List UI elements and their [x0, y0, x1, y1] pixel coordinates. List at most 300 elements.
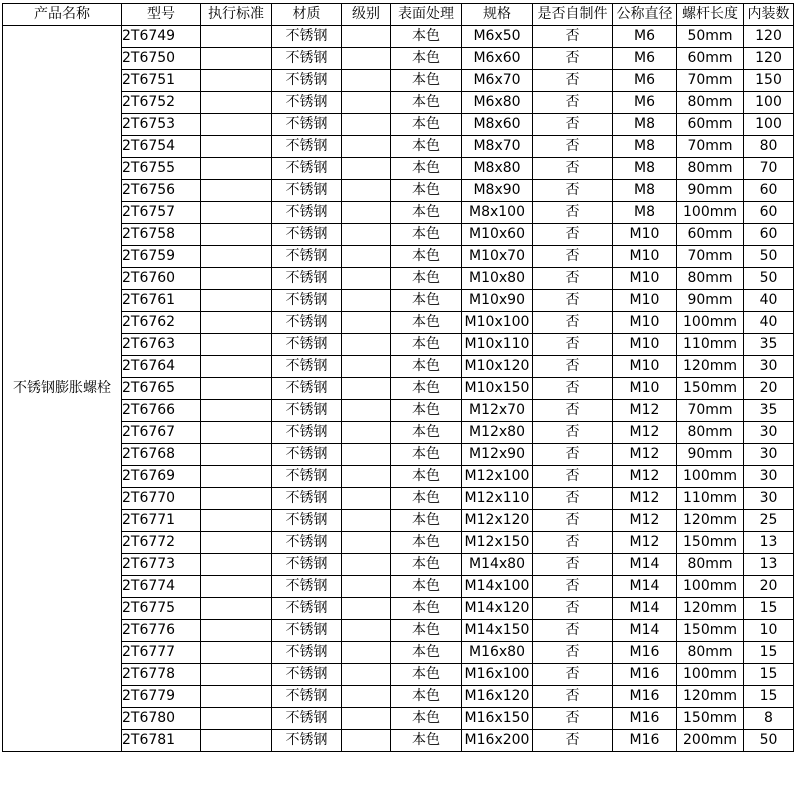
table-row: [3, 642, 794, 664]
cell-diameter: M10: [613, 378, 677, 400]
cell-length: 100mm: [677, 466, 744, 488]
cell-standard: [201, 510, 272, 532]
cell-surface: 本色: [391, 510, 462, 532]
table-row: [3, 400, 794, 422]
cell-model: 2T6751: [122, 70, 201, 92]
cell-diameter: M12: [613, 466, 677, 488]
cell-grade: [342, 114, 391, 136]
cell-product-name: 不锈钢膨胀螺栓: [3, 26, 122, 752]
cell-length: 70mm: [677, 246, 744, 268]
cell-material: 不锈钢: [272, 554, 342, 576]
cell-model: 2T6754: [122, 136, 201, 158]
cell-qty: 10: [744, 620, 794, 642]
cell-standard: [201, 158, 272, 180]
cell-grade: [342, 576, 391, 598]
cell-material: 不锈钢: [272, 686, 342, 708]
cell-diameter: M8: [613, 202, 677, 224]
cell-grade: [342, 246, 391, 268]
cell-qty: 60: [744, 202, 794, 224]
cell-material: 不锈钢: [272, 708, 342, 730]
spec-table: [2, 3, 794, 752]
table-row: [3, 290, 794, 312]
cell-diameter: M6: [613, 26, 677, 48]
cell-spec: M8x100: [462, 202, 533, 224]
cell-standard: [201, 554, 272, 576]
cell-diameter: M10: [613, 312, 677, 334]
cell-material: 不锈钢: [272, 510, 342, 532]
cell-spec: M12x120: [462, 510, 533, 532]
cell-diameter: M12: [613, 444, 677, 466]
cell-grade: [342, 202, 391, 224]
cell-qty: 100: [744, 114, 794, 136]
cell-standard: [201, 246, 272, 268]
table-row: [3, 334, 794, 356]
cell-qty: 30: [744, 466, 794, 488]
header-diameter: 公称直径: [613, 4, 677, 26]
cell-surface: 本色: [391, 26, 462, 48]
cell-model: 2T6764: [122, 356, 201, 378]
cell-surface: 本色: [391, 334, 462, 356]
cell-material: 不锈钢: [272, 400, 342, 422]
cell-qty: 13: [744, 532, 794, 554]
cell-spec: M12x100: [462, 466, 533, 488]
table-row: [3, 180, 794, 202]
cell-length: 150mm: [677, 378, 744, 400]
cell-self-made: 否: [533, 444, 613, 466]
cell-surface: 本色: [391, 92, 462, 114]
cell-grade: [342, 70, 391, 92]
cell-surface: 本色: [391, 532, 462, 554]
cell-material: 不锈钢: [272, 92, 342, 114]
cell-self-made: 否: [533, 70, 613, 92]
cell-surface: 本色: [391, 114, 462, 136]
cell-grade: [342, 312, 391, 334]
cell-model: 2T6758: [122, 224, 201, 246]
cell-self-made: 否: [533, 158, 613, 180]
cell-length: 80mm: [677, 554, 744, 576]
cell-qty: 50: [744, 268, 794, 290]
cell-diameter: M8: [613, 114, 677, 136]
cell-length: 70mm: [677, 400, 744, 422]
cell-grade: [342, 598, 391, 620]
table-row: [3, 730, 794, 752]
cell-grade: [342, 466, 391, 488]
cell-material: 不锈钢: [272, 488, 342, 510]
table-row: [3, 444, 794, 466]
cell-self-made: 否: [533, 730, 613, 752]
cell-spec: M10x150: [462, 378, 533, 400]
header-self-made: 是否自制件: [533, 4, 613, 26]
header-surface: 表面处理: [391, 4, 462, 26]
cell-qty: 15: [744, 686, 794, 708]
cell-qty: 35: [744, 334, 794, 356]
cell-material: 不锈钢: [272, 642, 342, 664]
cell-standard: [201, 202, 272, 224]
cell-model: 2T6750: [122, 48, 201, 70]
cell-self-made: 否: [533, 224, 613, 246]
cell-diameter: M12: [613, 510, 677, 532]
table-row: [3, 620, 794, 642]
cell-grade: [342, 620, 391, 642]
cell-diameter: M16: [613, 642, 677, 664]
cell-standard: [201, 576, 272, 598]
cell-grade: [342, 356, 391, 378]
cell-model: 2T6779: [122, 686, 201, 708]
cell-diameter: M12: [613, 422, 677, 444]
cell-standard: [201, 356, 272, 378]
cell-spec: M10x90: [462, 290, 533, 312]
cell-self-made: 否: [533, 466, 613, 488]
cell-grade: [342, 400, 391, 422]
cell-diameter: M10: [613, 224, 677, 246]
cell-material: 不锈钢: [272, 664, 342, 686]
table-row: [3, 576, 794, 598]
cell-length: 80mm: [677, 422, 744, 444]
cell-grade: [342, 510, 391, 532]
cell-standard: [201, 26, 272, 48]
cell-grade: [342, 48, 391, 70]
cell-diameter: M10: [613, 290, 677, 312]
cell-material: 不锈钢: [272, 576, 342, 598]
cell-diameter: M10: [613, 356, 677, 378]
cell-material: 不锈钢: [272, 378, 342, 400]
cell-standard: [201, 642, 272, 664]
cell-grade: [342, 488, 391, 510]
table-row: [3, 312, 794, 334]
table-row: [3, 686, 794, 708]
cell-qty: 150: [744, 70, 794, 92]
cell-material: 不锈钢: [272, 26, 342, 48]
cell-self-made: 否: [533, 114, 613, 136]
cell-surface: 本色: [391, 554, 462, 576]
cell-length: 90mm: [677, 180, 744, 202]
cell-material: 不锈钢: [272, 114, 342, 136]
cell-qty: 25: [744, 510, 794, 532]
cell-material: 不锈钢: [272, 268, 342, 290]
table-row: [3, 466, 794, 488]
cell-diameter: M16: [613, 708, 677, 730]
header-row: [3, 4, 794, 26]
cell-self-made: 否: [533, 598, 613, 620]
cell-length: 50mm: [677, 26, 744, 48]
cell-material: 不锈钢: [272, 598, 342, 620]
cell-spec: M6x80: [462, 92, 533, 114]
cell-qty: 30: [744, 444, 794, 466]
cell-length: 150mm: [677, 532, 744, 554]
cell-material: 不锈钢: [272, 620, 342, 642]
cell-model: 2T6762: [122, 312, 201, 334]
cell-length: 80mm: [677, 92, 744, 114]
header-spec: 规格: [462, 4, 533, 26]
cell-surface: 本色: [391, 422, 462, 444]
cell-self-made: 否: [533, 202, 613, 224]
cell-length: 120mm: [677, 356, 744, 378]
cell-standard: [201, 48, 272, 70]
table-row: [3, 26, 794, 48]
header-length: 螺杆长度: [677, 4, 744, 26]
cell-self-made: 否: [533, 400, 613, 422]
cell-surface: 本色: [391, 48, 462, 70]
cell-spec: M10x80: [462, 268, 533, 290]
cell-qty: 30: [744, 356, 794, 378]
cell-spec: M8x90: [462, 180, 533, 202]
cell-model: 2T6774: [122, 576, 201, 598]
table-row: [3, 422, 794, 444]
cell-model: 2T6763: [122, 334, 201, 356]
cell-length: 80mm: [677, 268, 744, 290]
cell-diameter: M8: [613, 136, 677, 158]
cell-diameter: M8: [613, 158, 677, 180]
cell-material: 不锈钢: [272, 532, 342, 554]
cell-material: 不锈钢: [272, 730, 342, 752]
table-row: [3, 664, 794, 686]
cell-self-made: 否: [533, 136, 613, 158]
cell-self-made: 否: [533, 686, 613, 708]
cell-surface: 本色: [391, 70, 462, 92]
cell-material: 不锈钢: [272, 202, 342, 224]
cell-standard: [201, 664, 272, 686]
table-row: [3, 158, 794, 180]
cell-material: 不锈钢: [272, 312, 342, 334]
header-standard: 执行标准: [201, 4, 272, 26]
cell-surface: 本色: [391, 466, 462, 488]
cell-spec: M14x80: [462, 554, 533, 576]
cell-spec: M10x110: [462, 334, 533, 356]
cell-model: 2T6753: [122, 114, 201, 136]
cell-grade: [342, 378, 391, 400]
cell-qty: 8: [744, 708, 794, 730]
cell-self-made: 否: [533, 290, 613, 312]
cell-qty: 30: [744, 488, 794, 510]
cell-length: 90mm: [677, 290, 744, 312]
cell-standard: [201, 334, 272, 356]
cell-spec: M6x70: [462, 70, 533, 92]
cell-material: 不锈钢: [272, 466, 342, 488]
cell-qty: 30: [744, 422, 794, 444]
cell-model: 2T6752: [122, 92, 201, 114]
table-row: [3, 510, 794, 532]
cell-standard: [201, 400, 272, 422]
cell-surface: 本色: [391, 136, 462, 158]
cell-model: 2T6767: [122, 422, 201, 444]
cell-length: 150mm: [677, 620, 744, 642]
cell-length: 80mm: [677, 642, 744, 664]
cell-diameter: M16: [613, 686, 677, 708]
cell-length: 80mm: [677, 158, 744, 180]
table-row: [3, 92, 794, 114]
cell-length: 120mm: [677, 510, 744, 532]
cell-self-made: 否: [533, 642, 613, 664]
cell-diameter: M14: [613, 620, 677, 642]
cell-diameter: M10: [613, 268, 677, 290]
cell-qty: 20: [744, 576, 794, 598]
cell-spec: M12x90: [462, 444, 533, 466]
cell-standard: [201, 224, 272, 246]
cell-spec: M16x100: [462, 664, 533, 686]
cell-grade: [342, 158, 391, 180]
cell-spec: M8x60: [462, 114, 533, 136]
cell-diameter: M16: [613, 730, 677, 752]
cell-self-made: 否: [533, 334, 613, 356]
cell-surface: 本色: [391, 356, 462, 378]
cell-length: 70mm: [677, 136, 744, 158]
table-body: [3, 26, 794, 752]
cell-length: 200mm: [677, 730, 744, 752]
cell-standard: [201, 620, 272, 642]
cell-standard: [201, 422, 272, 444]
cell-self-made: 否: [533, 180, 613, 202]
cell-surface: 本色: [391, 576, 462, 598]
cell-spec: M12x150: [462, 532, 533, 554]
cell-length: 110mm: [677, 488, 744, 510]
cell-grade: [342, 664, 391, 686]
table-row: [3, 70, 794, 92]
table-row: [3, 378, 794, 400]
cell-model: 2T6772: [122, 532, 201, 554]
cell-qty: 70: [744, 158, 794, 180]
cell-self-made: 否: [533, 92, 613, 114]
header-grade: 级别: [342, 4, 391, 26]
cell-model: 2T6781: [122, 730, 201, 752]
cell-surface: 本色: [391, 202, 462, 224]
cell-material: 不锈钢: [272, 246, 342, 268]
header-qty: 内装数: [744, 4, 794, 26]
cell-model: 2T6755: [122, 158, 201, 180]
cell-spec: M8x80: [462, 158, 533, 180]
cell-material: 不锈钢: [272, 224, 342, 246]
cell-diameter: M8: [613, 180, 677, 202]
cell-standard: [201, 466, 272, 488]
cell-material: 不锈钢: [272, 70, 342, 92]
cell-length: 120mm: [677, 686, 744, 708]
cell-surface: 本色: [391, 444, 462, 466]
cell-self-made: 否: [533, 378, 613, 400]
cell-grade: [342, 686, 391, 708]
cell-self-made: 否: [533, 664, 613, 686]
cell-length: 60mm: [677, 114, 744, 136]
cell-grade: [342, 26, 391, 48]
cell-material: 不锈钢: [272, 158, 342, 180]
cell-standard: [201, 532, 272, 554]
cell-length: 70mm: [677, 70, 744, 92]
cell-grade: [342, 92, 391, 114]
cell-grade: [342, 642, 391, 664]
cell-diameter: M14: [613, 576, 677, 598]
cell-self-made: 否: [533, 26, 613, 48]
cell-standard: [201, 268, 272, 290]
cell-grade: [342, 422, 391, 444]
cell-qty: 13: [744, 554, 794, 576]
cell-standard: [201, 114, 272, 136]
table-row: [3, 48, 794, 70]
cell-standard: [201, 598, 272, 620]
cell-length: 60mm: [677, 48, 744, 70]
cell-length: 100mm: [677, 312, 744, 334]
cell-material: 不锈钢: [272, 180, 342, 202]
cell-grade: [342, 554, 391, 576]
cell-spec: M12x110: [462, 488, 533, 510]
cell-spec: M6x50: [462, 26, 533, 48]
cell-self-made: 否: [533, 356, 613, 378]
cell-spec: M14x100: [462, 576, 533, 598]
cell-diameter: M6: [613, 92, 677, 114]
table-row: [3, 224, 794, 246]
cell-model: 2T6777: [122, 642, 201, 664]
cell-model: 2T6769: [122, 466, 201, 488]
cell-grade: [342, 708, 391, 730]
cell-spec: M14x150: [462, 620, 533, 642]
cell-standard: [201, 92, 272, 114]
cell-model: 2T6760: [122, 268, 201, 290]
cell-qty: 35: [744, 400, 794, 422]
cell-model: 2T6765: [122, 378, 201, 400]
table-row: [3, 488, 794, 510]
cell-length: 90mm: [677, 444, 744, 466]
cell-model: 2T6776: [122, 620, 201, 642]
cell-qty: 120: [744, 48, 794, 70]
cell-self-made: 否: [533, 312, 613, 334]
cell-qty: 60: [744, 180, 794, 202]
cell-model: 2T6749: [122, 26, 201, 48]
cell-spec: M16x200: [462, 730, 533, 752]
cell-grade: [342, 290, 391, 312]
cell-diameter: M6: [613, 70, 677, 92]
cell-model: 2T6766: [122, 400, 201, 422]
table-row: [3, 532, 794, 554]
cell-grade: [342, 224, 391, 246]
cell-standard: [201, 136, 272, 158]
cell-length: 100mm: [677, 664, 744, 686]
cell-self-made: 否: [533, 488, 613, 510]
cell-qty: 80: [744, 136, 794, 158]
cell-qty: 15: [744, 598, 794, 620]
cell-standard: [201, 488, 272, 510]
cell-diameter: M6: [613, 48, 677, 70]
table-row: [3, 356, 794, 378]
cell-diameter: M10: [613, 334, 677, 356]
cell-standard: [201, 70, 272, 92]
cell-material: 不锈钢: [272, 356, 342, 378]
header-material: 材质: [272, 4, 342, 26]
header-model: 型号: [122, 4, 201, 26]
cell-surface: 本色: [391, 224, 462, 246]
cell-spec: M16x80: [462, 642, 533, 664]
cell-grade: [342, 268, 391, 290]
cell-spec: M6x60: [462, 48, 533, 70]
cell-surface: 本色: [391, 180, 462, 202]
cell-spec: M12x80: [462, 422, 533, 444]
cell-self-made: 否: [533, 48, 613, 70]
cell-material: 不锈钢: [272, 48, 342, 70]
cell-surface: 本色: [391, 158, 462, 180]
cell-model: 2T6761: [122, 290, 201, 312]
cell-surface: 本色: [391, 598, 462, 620]
cell-qty: 40: [744, 290, 794, 312]
cell-diameter: M16: [613, 664, 677, 686]
cell-material: 不锈钢: [272, 136, 342, 158]
cell-material: 不锈钢: [272, 290, 342, 312]
cell-qty: 100: [744, 92, 794, 114]
cell-standard: [201, 378, 272, 400]
table-row: [3, 136, 794, 158]
cell-length: 150mm: [677, 708, 744, 730]
cell-model: 2T6756: [122, 180, 201, 202]
cell-self-made: 否: [533, 620, 613, 642]
cell-length: 120mm: [677, 598, 744, 620]
cell-qty: 60: [744, 224, 794, 246]
table-row: [3, 202, 794, 224]
cell-surface: 本色: [391, 708, 462, 730]
